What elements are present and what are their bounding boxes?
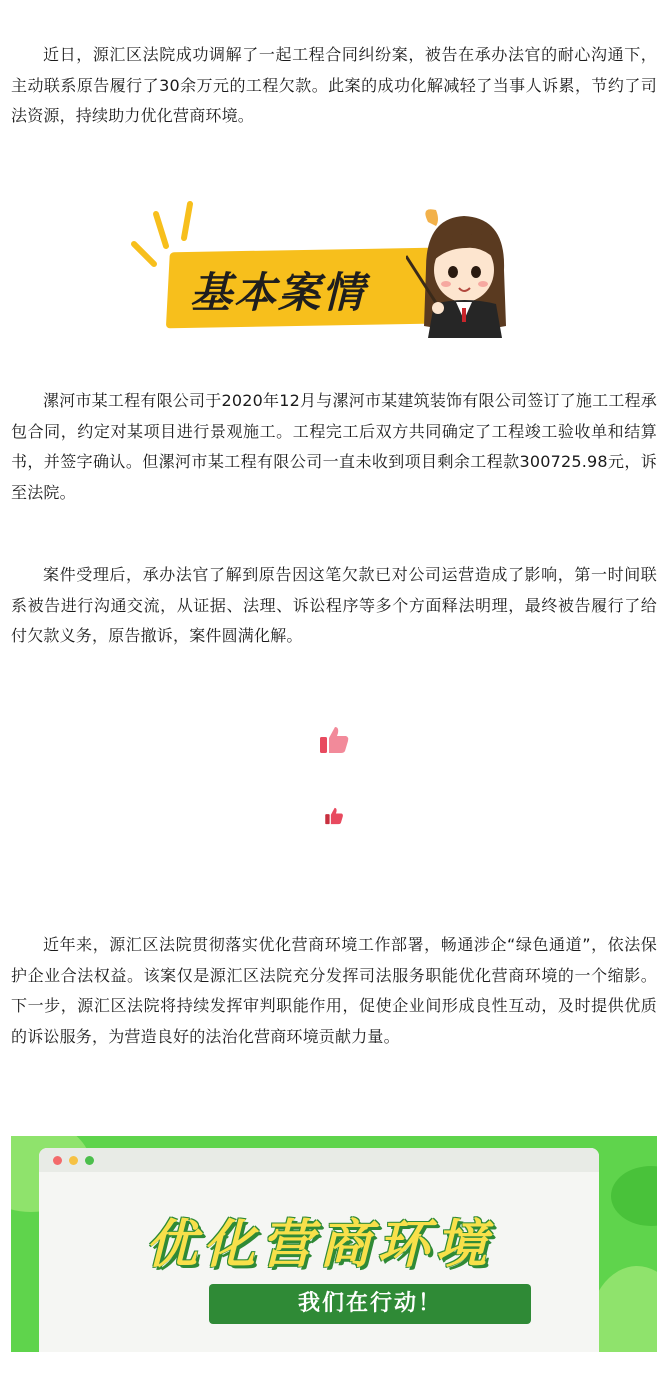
footer-banner-subtitle: 我们在行动！ [209,1284,531,1324]
conclusion-paragraph: 近年来，源汇区法院贯彻落实优化营商环境工作部署，畅通涉企“绿色通道”，依法保护企业合法权益。该案仅是源汇区法院充分发挥司法服务职能优化营商环境的一个缩影。下一步，源汇区法院将持续发挥审判职能作用，促使企业间形成良性互动，及时提供优质的诉讼服务，为营造良好的法治化营商环境贡献力量。 [11,935,657,1046]
section-title: 基本案情 [190,268,367,317]
thumbs-up-icon [318,724,350,756]
window-minimize-dot [69,1156,78,1165]
window-title-bar [39,1148,599,1172]
intro-paragraph: 近日，源汇区法院成功调解了一起工程合同纠纷案，被告在承办法官的耐心沟通下，主动联系原告履行了30余万元的工程欠款。此案的成功化解减轻了当事人诉累，节约了司法资源，持续助力优化营商环境。 [11,45,657,125]
window-close-dot [53,1156,62,1165]
section-banner [120,200,520,350]
thumbs-up-small-icon [324,806,344,826]
window-maximize-dot [85,1156,94,1165]
case-handling-paragraph: 案件受理后，承办法官了解到原告因这笔欠款已对公司运营造成了影响，第一时间联系被告进行沟通交流，从证据、法理、诉讼程序等多个方面释法明理，最终被告履行了给付欠款义务，原告撤诉，案件圆满化解。 [11,565,657,645]
footer-banner [11,1136,657,1352]
footer-banner-title: 优化营商环境 [144,1215,493,1275]
browser-window-frame [39,1148,599,1352]
judge-girl-illustration-icon [406,208,516,348]
case-facts-paragraph: 漯河市某工程有限公司于2020年12月与漯河市某建筑装饰有限公司签订了施工工程承包合同，约定对某项目进行景观施工。工程完工后双方共同确定了工程竣工验收单和结算书，并签字确认。但漯河市某工程有限公司一直未收到项目剩余工程款300725.98元，诉至法院。 [11,391,657,502]
